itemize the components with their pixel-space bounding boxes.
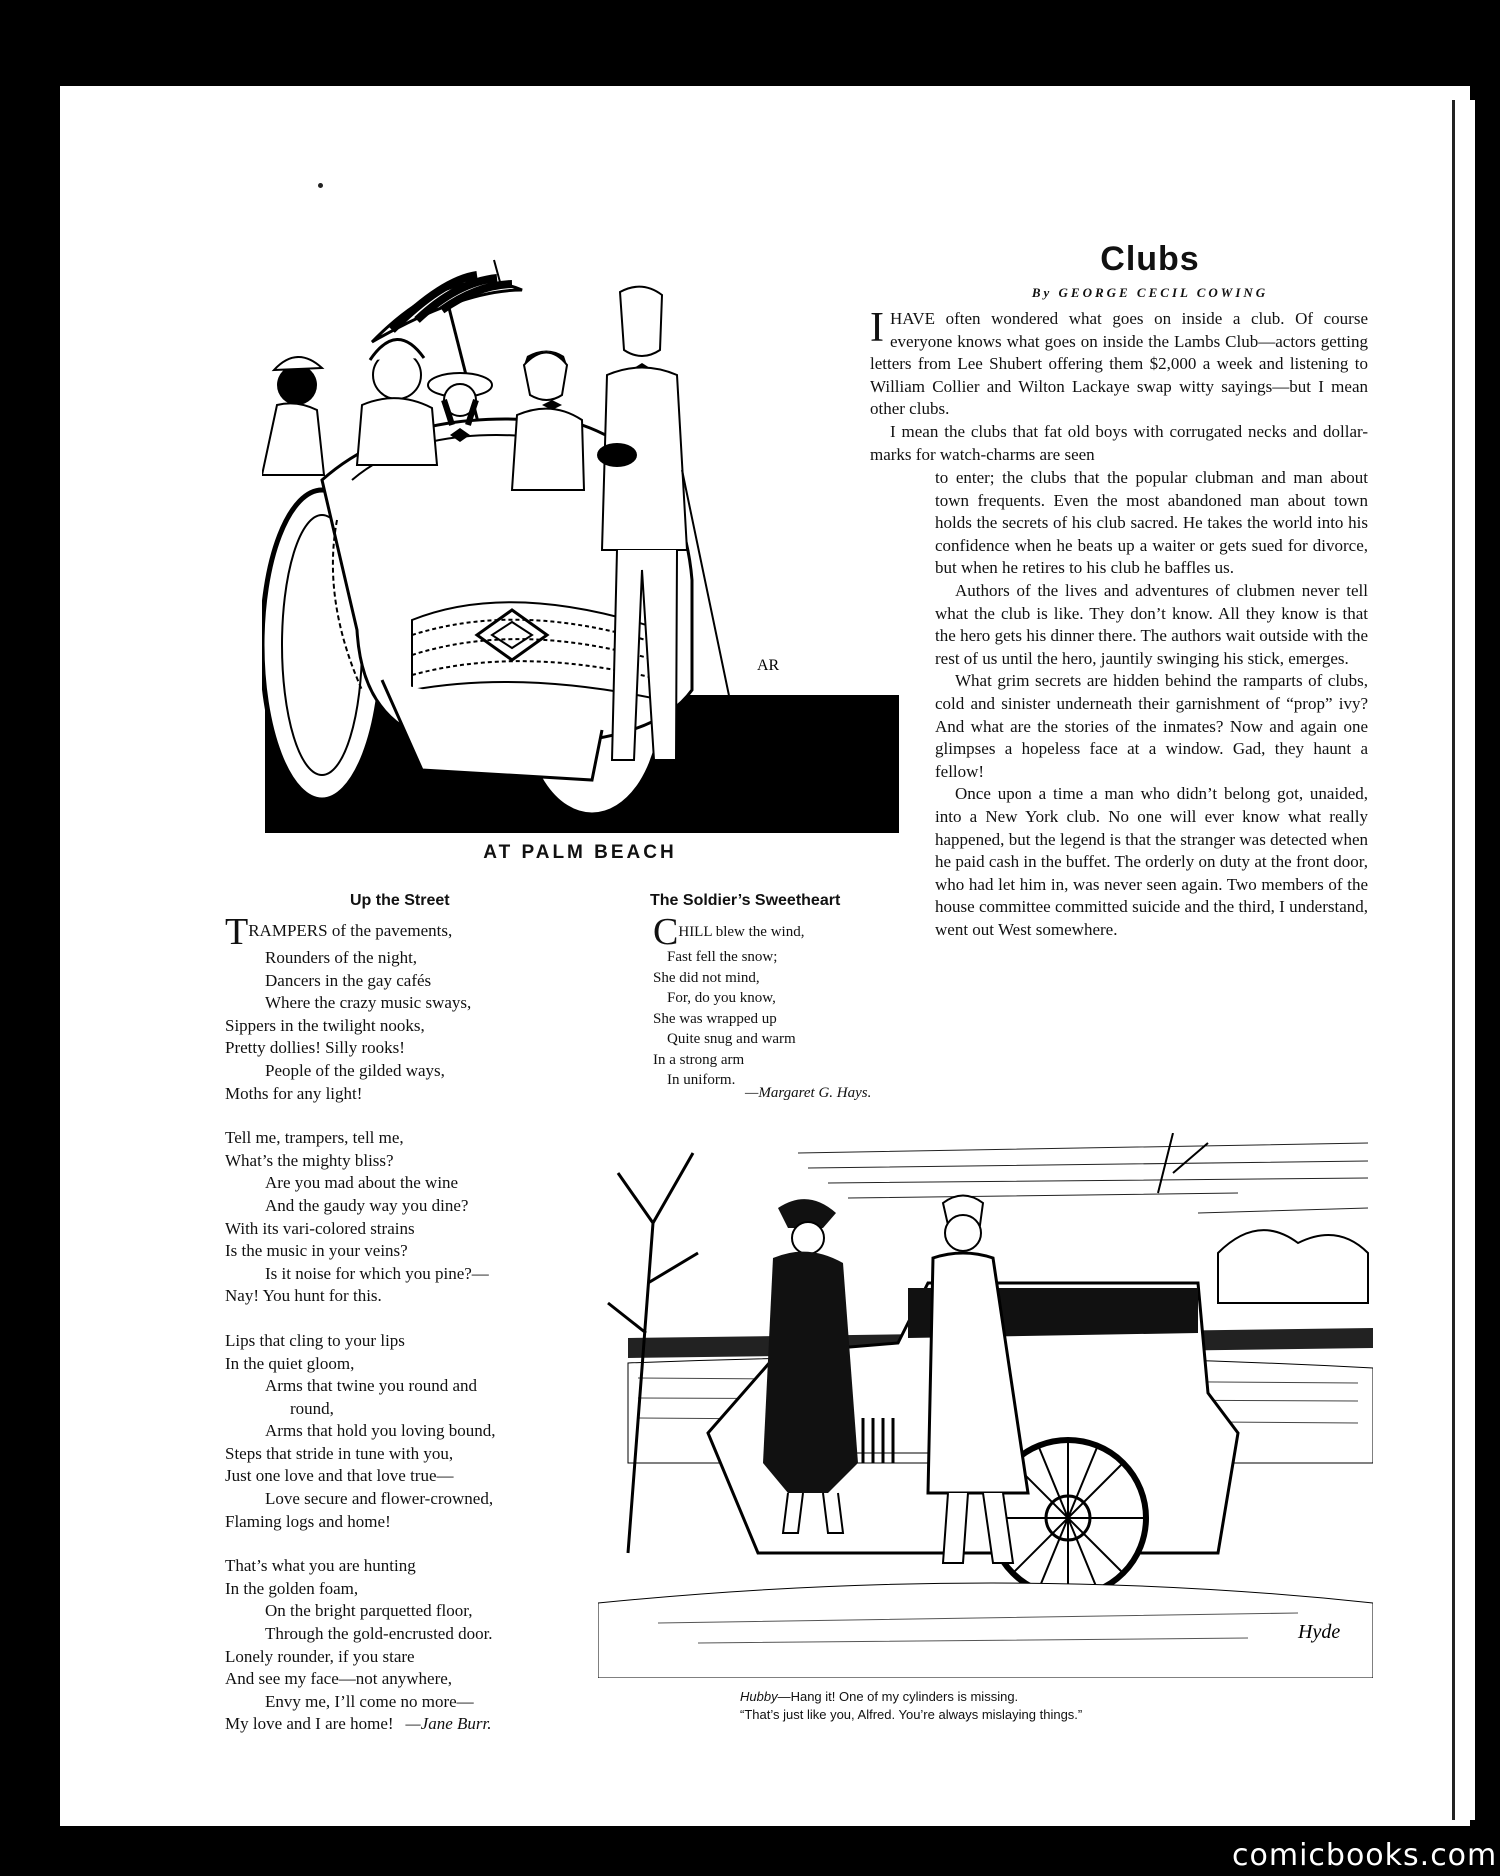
poem-line-text: In the golden foam, — [225, 1578, 359, 1598]
paragraph-4: What grim secrets are hidden behind the ramparts of clubs, cold and sinister underneath their garnishment of “prop” ivy? And what are the stories of the inmates? Now and again one glimpses a hopeless face at a window. Gad, they haunt a fellow! — [935, 671, 1368, 781]
poem-line — [653, 988, 893, 1009]
poem-line-text: Are you mad about the wine — [265, 1173, 459, 1193]
poem-line — [653, 1029, 893, 1050]
poem-line — [225, 1600, 595, 1623]
poem-line — [653, 968, 893, 989]
paragraph-2-start: I mean the clubs that fat old boys with corrugated necks and dollar-marks for watch-charms are seen — [870, 421, 1368, 464]
poem-line — [225, 947, 595, 970]
article-body — [935, 467, 1368, 941]
poem-line-text: Dancers in the gay cafés — [265, 970, 432, 990]
poem-line — [225, 970, 595, 993]
poem-line — [653, 947, 893, 968]
poem-line-text: My love and I are home! — [225, 1714, 394, 1734]
poem-line — [225, 1285, 595, 1308]
poem-line — [225, 1691, 595, 1714]
poem-line-text: Lonely rounder, if you stare — [225, 1646, 415, 1666]
poem-line — [225, 1060, 595, 1083]
cartoon2-caption — [740, 1688, 1082, 1724]
poem-line: RAMPERS of the pavements, — [248, 921, 453, 940]
poem-line — [225, 1646, 595, 1669]
poem-line — [653, 1050, 893, 1071]
poem-line-text: In uniform. — [667, 1072, 736, 1088]
poem-line — [225, 1195, 595, 1218]
poem-line — [225, 1037, 595, 1060]
poem-line — [225, 1465, 595, 1488]
paragraph-5: Once upon a time a man who didn’t belong got, unaided, into a New York club. No one will ever know what really happened, but the legend is that the stranger was detected when he paid cash in the buffet. The orderly on duty at the front door, who had let him in, was never seen again. Two members of the house committee committed suicide and the third, I understand, went out West somewhere. — [935, 784, 1368, 939]
poem-line-text: Tell me, trampers, tell me, — [225, 1128, 404, 1148]
poem-line-text: Fast fell the snow; — [667, 949, 778, 965]
paragraph-1: HAVE often wondered what goes on inside a club. Of course everyone knows what goes on inside the Lambs Club—actors getting letters from Lee Shubert offering them $2,000 a week and listening to William Collier and Wilton Lackaye swap witty sayings—but I mean other clubs. — [870, 309, 1368, 419]
poem-line-text: What’s the mighty bliss? — [225, 1150, 394, 1170]
poem-line — [225, 1172, 595, 1195]
poem-line-text: Nay! You hunt for this. — [225, 1286, 382, 1306]
poem-line-text: Is the music in your veins? — [225, 1241, 408, 1261]
caption-line1: —Hang it! One of my cylinders is missing. — [777, 1689, 1019, 1704]
poem-line-text: For, do you know, — [667, 990, 776, 1006]
poem-line-text: And the gaudy way you dine? — [265, 1195, 469, 1215]
paragraph-3: Authors of the lives and adventures of clubmen never tell what the club is like. They don’t know. All they know is that the hero gets his dinner there. The authors wait outside with the rest of us until the hero, jauntily swinging his stick, emerges. — [935, 580, 1368, 668]
poem-line — [225, 1511, 595, 1534]
poem-line-text: And see my face—not anywhere, — [225, 1669, 453, 1689]
poem-line: HILL blew the wind, — [678, 924, 805, 940]
paragraph-2-rest: to enter; the clubs that the popular clubman and man about town frequents. Even the most abandoned man about town holds the secrets of his club sacred. He takes the world into his confidence when he beats up a waiter or gets sued for divorce, but when he retires to his club he baffles us. — [935, 468, 1368, 578]
stanza-gap — [225, 1105, 595, 1127]
poem-line-text: Envy me, I’ll come no more— — [265, 1691, 474, 1711]
article-byline: By GEORGE CECIL COWING — [1031, 285, 1269, 300]
poem-line — [225, 1713, 595, 1736]
poem2-title: The Soldier’s Sweetheart — [650, 892, 841, 909]
caption-line2: “That’s just like you, Alfred. You’re always mislaying things.” — [740, 1707, 1083, 1722]
poem-line — [225, 1083, 595, 1106]
poem-line — [225, 1375, 595, 1398]
poem-line-text: Quite snug and warm — [667, 1031, 796, 1047]
next-page-edge — [1452, 100, 1475, 1820]
poem-line — [225, 1443, 595, 1466]
poem-line-text: With its vari-colored strains — [225, 1218, 415, 1238]
poem-line — [653, 1009, 893, 1030]
poem1-body — [225, 911, 595, 1736]
poem-line-text: Just one love and that love true— — [225, 1466, 454, 1486]
poem-line-text: Steps that stride in tune with you, — [225, 1443, 454, 1463]
poem-line-text: She did not mind, — [653, 969, 760, 986]
poem-line — [225, 1240, 595, 1263]
poem-line — [225, 1330, 595, 1353]
poem-line — [225, 992, 595, 1015]
poem2-author: —Margaret G. Hays. — [745, 1085, 872, 1101]
poem2-body — [653, 911, 893, 1091]
cartoon1-signature: AR — [757, 657, 780, 674]
poem1-drop-cap: T — [225, 911, 249, 953]
stanza-gap — [225, 1308, 595, 1330]
poem-line-text: Moths for any light! — [225, 1083, 363, 1103]
article-intro — [870, 305, 1368, 466]
site-watermark: comicbooks.com — [1232, 1838, 1498, 1873]
poem-line-text: Lips that cling to your lips — [225, 1330, 405, 1350]
poem-line — [225, 1623, 595, 1646]
poem-line — [225, 1353, 595, 1376]
poem-line — [225, 1668, 595, 1691]
poem-line-text: Is it noise for which you pine?— — [265, 1263, 489, 1283]
poem-line — [225, 1555, 595, 1578]
cartoon1-caption: AT PALM BEACH — [483, 842, 677, 863]
poem-line-text: That’s what you are hunting — [225, 1556, 416, 1576]
car-cartoon — [598, 1133, 1373, 1678]
poem-line-text: Where the crazy music sways, — [265, 993, 472, 1013]
poem-line-text: Arms that hold you loving bound, — [265, 1421, 496, 1441]
poem-line-text: People of the gilded ways, — [265, 1060, 445, 1080]
drop-cap-i: I — [870, 305, 884, 351]
poem-line-text: In a strong arm — [653, 1051, 745, 1068]
poem1-title: Up the Street — [350, 892, 450, 909]
poem-line-text: Love secure and flower-crowned, — [265, 1489, 494, 1509]
poem-line — [225, 1015, 595, 1038]
article-title: Clubs — [1100, 240, 1200, 278]
poem-line-text: On the bright parquetted floor, — [265, 1601, 473, 1621]
ink-dot — [318, 183, 323, 188]
poem-author: —Jane Burr. — [405, 1714, 492, 1734]
poem2-drop-cap: C — [653, 911, 679, 953]
poem-line-text: Arms that twine you round and — [265, 1376, 477, 1396]
poem-line — [225, 1420, 595, 1443]
poem-line-text: In the quiet gloom, — [225, 1353, 355, 1373]
poem-line — [225, 1398, 595, 1421]
poem-line-text: Through the gold-encrusted door. — [265, 1624, 493, 1644]
svg-text:Hyde: Hyde — [1298, 1621, 1341, 1643]
palm-beach-cartoon — [262, 250, 902, 835]
poem-line-text: Sippers in the twilight nooks, — [225, 1015, 425, 1035]
poem-line-text: Flaming logs and home! — [225, 1511, 391, 1531]
poem-line-text: She was wrapped up — [653, 1010, 777, 1027]
poem-line — [225, 1127, 595, 1150]
stanza-gap — [225, 1533, 595, 1555]
poem-line — [225, 1578, 595, 1601]
poem-line — [225, 1150, 595, 1173]
poem-line — [225, 1218, 595, 1241]
poem-line-text: round, — [290, 1398, 334, 1418]
caption-speaker: Hubby — [740, 1689, 778, 1704]
poem-line — [225, 1488, 595, 1511]
poem-line-text: Pretty dollies! Silly rooks! — [225, 1038, 405, 1058]
poem-line-text: Rounders of the night, — [265, 948, 418, 967]
poem-line — [225, 1263, 595, 1286]
